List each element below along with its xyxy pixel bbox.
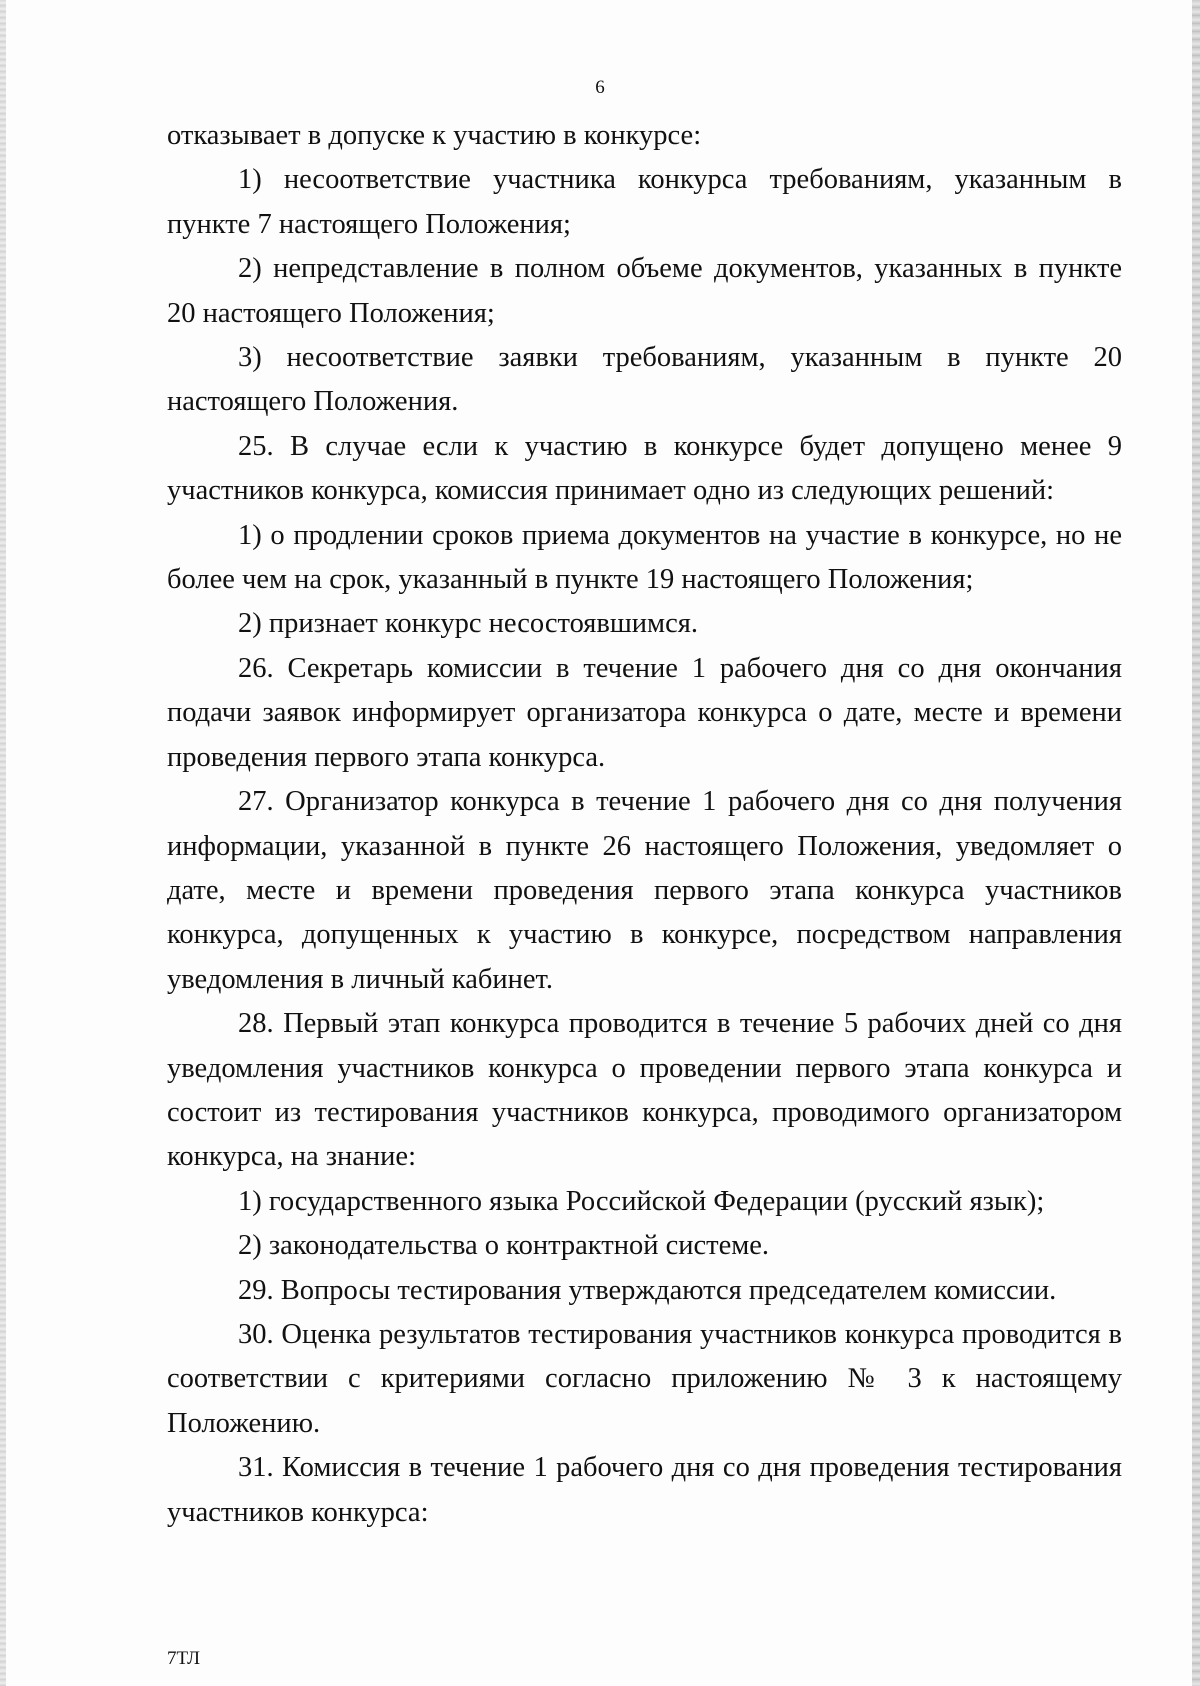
- list-item-25-1: 1) о продлении сроков приема документов на участие в конкурсе, но не более чем на срок, указанный в пункте 19 настоящего Положения;: [167, 519, 1122, 596]
- scan-edge-right: [1192, 0, 1200, 1686]
- list-item-2: 2) непредставление в полном объеме документов, указанных в пункте 20 настоящего Положения;: [167, 253, 1122, 329]
- list-item-28-1: 1) государственного языка Российской Федерации (русский язык);: [238, 1185, 1045, 1217]
- page-number: 6: [595, 77, 605, 98]
- paragraph-29: 29. Вопросы тестирования утверждаются председателем комиссии.: [238, 1274, 1057, 1306]
- list-item-25-2: 2) признает конкурс несостоявшимся.: [238, 608, 698, 640]
- paragraph-25: 25. В случае если к участию в конкурсе будет допущено менее 9 участников конкурса, комиссия принимает одно из следующих решений:: [167, 430, 1122, 507]
- list-item-1: 1) несоответствие участника конкурса требованиям, указанным в пункте 7 настоящего Положения;: [167, 164, 1122, 240]
- paragraph-31: 31. Комиссия в течение 1 рабочего дня со дня проведения тестирования участников конкурса:: [167, 1452, 1122, 1528]
- paragraph-27: 27. Организатор конкурса в течение 1 рабочего дня со дня получения информации, указанной в пункте 26 настоящего Положения, уведомляет о дате, месте и времени проведения первого этапа конкурса участников конкурса, допущенных к участию в конкурсе, посредством направления уведомления в личный кабинет.: [167, 786, 1122, 995]
- paragraph-28: 28. Первый этап конкурса проводится в течение 5 рабочих дней со дня уведомления участников конкурса о проведении первого этапа конкурса и состоит из тестирования участников конкурса, проводимого организатором конкурса, на знание:: [167, 1008, 1122, 1173]
- paragraph-26: 26. Секретарь комиссии в течение 1 рабочего дня со дня окончания подачи заявок информирует организатора конкурса о дате, месте и времени проведения первого этапа конкурса.: [167, 652, 1122, 773]
- footer-code: 7ТЛ: [167, 1648, 201, 1669]
- paragraph-continuation: отказывает в допуске к участию в конкурсе:: [167, 120, 702, 151]
- list-item-3: 3) несоответствие заявки требованиям, указанным в пункте 20 настоящего Положения.: [167, 342, 1122, 418]
- list-item-28-2: 2) законодательства о контрактной системе.: [238, 1230, 770, 1262]
- paragraph-30: 30. Оценка результатов тестирования участников конкурса проводится в соответствии с критериями согласно приложению № 3 к настоящему Положению.: [167, 1318, 1122, 1439]
- scan-edge-left: [0, 0, 6, 1686]
- document-body: [167, 114, 1122, 1535]
